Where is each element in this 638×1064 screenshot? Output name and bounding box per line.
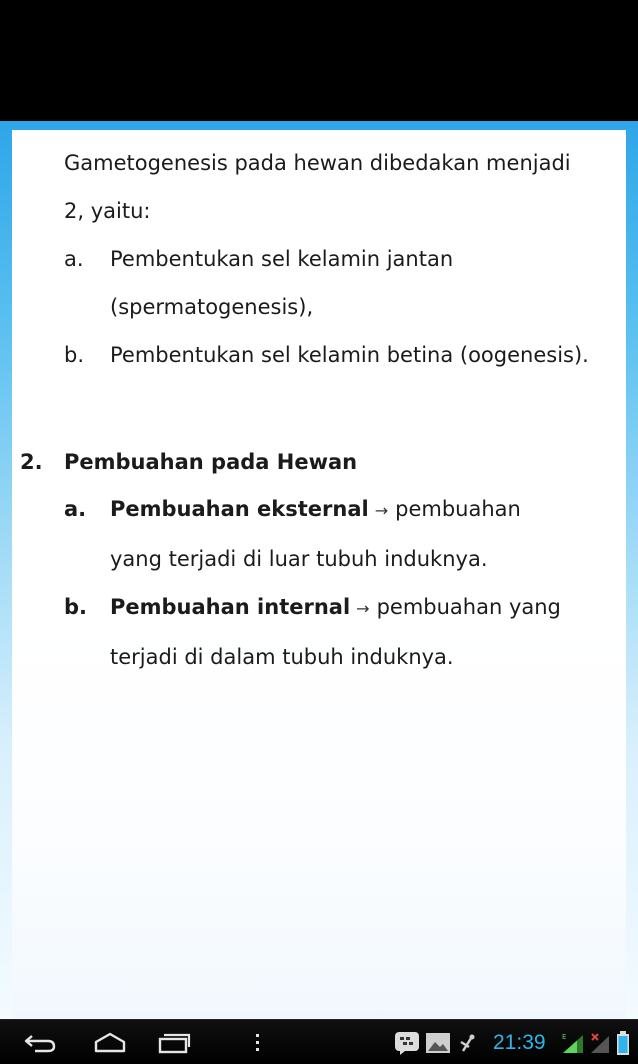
intro-line-2: 2, yaitu: — [64, 199, 151, 223]
list-item-line-1: Pembentukan sel kelamin jantan — [110, 247, 454, 271]
list-marker: a. — [64, 247, 84, 271]
list-item — [64, 235, 589, 331]
list-item — [64, 331, 589, 379]
list-item-line-2: (spermatogenesis), — [110, 295, 314, 319]
intro-line-1: Gametogenesis pada hewan dibedakan menjadi — [64, 151, 571, 175]
term-internal: Pembuahan internal — [110, 595, 351, 619]
heading-text: Pembuahan pada Hewan — [64, 450, 358, 474]
list-item-line-1: Pembentukan sel kelamin betina (oogenesis). — [110, 343, 589, 367]
bbm-notification-icon[interactable] — [394, 1029, 420, 1057]
list-marker: b. — [64, 343, 85, 367]
svg-text:E: E — [562, 1033, 567, 1041]
arrow-icon: → — [374, 501, 389, 520]
gallery-notification-icon[interactable] — [425, 1029, 451, 1057]
list-item — [64, 485, 561, 583]
recent-apps-icon — [157, 1031, 191, 1055]
definition-part-2: terjadi di dalam tubuh induknya. — [110, 645, 454, 669]
definition-part-2: yang terjadi di luar tubuh induknya. — [110, 547, 488, 571]
home-button[interactable] — [88, 1026, 132, 1060]
recent-apps-button[interactable] — [152, 1026, 196, 1060]
no-signal-icon — [589, 1029, 611, 1057]
intro-paragraph — [64, 139, 571, 235]
system-navigation-bar — [0, 1019, 638, 1064]
signal-strength-icon — [561, 1029, 587, 1057]
arrow-icon: → — [356, 599, 370, 618]
list-marker: a. — [64, 497, 87, 521]
fertilization-list — [64, 485, 561, 681]
list-item — [64, 583, 561, 681]
home-icon — [92, 1031, 128, 1055]
heading-number: 2. — [20, 450, 43, 474]
battery-icon — [616, 1029, 630, 1057]
no-usb-debug-icon — [457, 1029, 479, 1057]
definition-part-1: pembuahan — [395, 497, 521, 521]
term-external: Pembuahan eksternal — [110, 497, 369, 521]
back-icon — [23, 1032, 57, 1054]
menu-button[interactable] — [246, 1026, 270, 1060]
slide-page[interactable] — [12, 130, 626, 1019]
status-clock: 21:39 — [493, 1031, 546, 1054]
definition-part-1: pembuahan yang — [376, 595, 561, 619]
list-marker: b. — [64, 595, 88, 619]
top-black-area — [0, 0, 638, 121]
slide-frame — [0, 121, 638, 1019]
back-button[interactable] — [18, 1026, 62, 1060]
menu-icon — [255, 1033, 261, 1053]
gametogenesis-list — [64, 235, 589, 379]
section-heading — [20, 438, 357, 486]
